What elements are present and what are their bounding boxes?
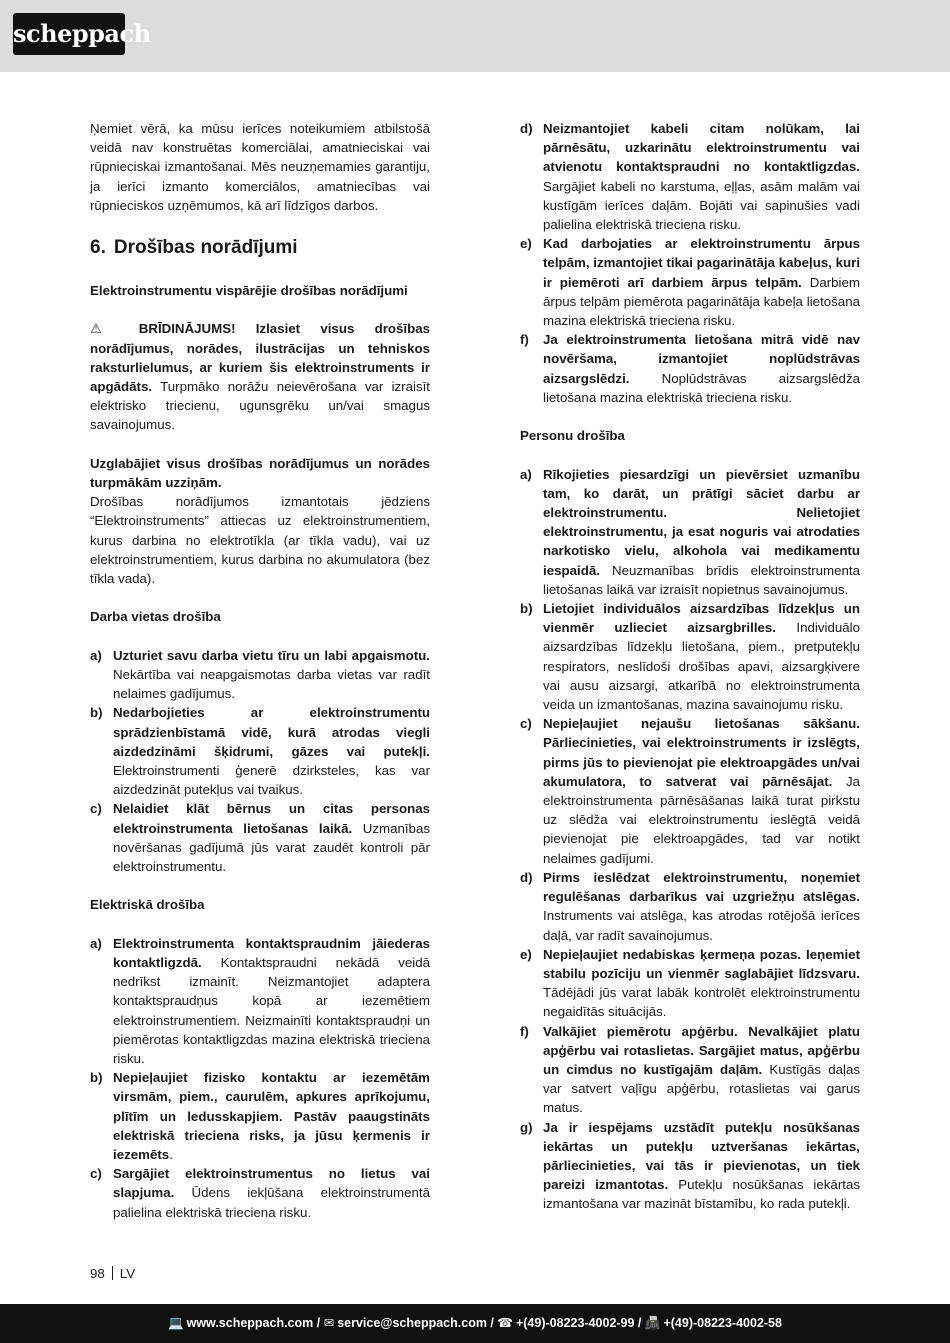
list-item	[520, 330, 860, 407]
work-area-heading: Darba vietas drošība	[90, 609, 221, 625]
list-letter: f)	[520, 332, 529, 348]
list-item-bold: Kad darbojaties ar elektroinstrumentu ārpus telpām, izmantojiet tikai pagarinātāja kabeļus, kuri ir piemēroti arī darbiem ārpus telpām.	[543, 236, 861, 290]
list-item	[520, 945, 860, 1022]
list-letter: a)	[90, 647, 102, 663]
keep-instructions-text: Drošības norādījumos izmantotais jēdziens “Elektroinstruments” attiecas uz elektroinstrumentiem, kurus darbina no elektrotīkla (ar tīkla vadu), vai uz elektroinstrumentiem, kurus darbina no akumulatora (bez tīkla vada).	[90, 494, 430, 587]
list-item-bold: Elektroinstrumenta kontaktspraudnim jāiederas kontaktligzdā.	[113, 935, 430, 971]
list-item-text: Elektroinstrumenti ģenerē dzirksteles, kas var aizdedzināt putekļus vai tvaikus.	[113, 763, 430, 798]
list-item-bold: Nepieļaujiet nedabiskas ķermeņa pozas. Ieņemiet stabilu pozīciju un vienmēr saglabājiet līdzsvaru.	[543, 946, 860, 981]
list-letter: c)	[90, 1166, 102, 1182]
list-item-text: .	[169, 1147, 173, 1163]
page-footer	[90, 1264, 135, 1283]
list-item-bold: Pirms ieslēdzat elektroinstrumentu, noņemiet regulēšanas darbarīkus vai uzgriežņu atslēgas.	[543, 869, 860, 905]
list-letter: b)	[90, 1070, 103, 1086]
email-link[interactable]: service@scheppach.com /	[337, 1316, 494, 1330]
intro-paragraph: Ņemiet vērā, ka mūsu ierīces noteikumiem atbilstošā veidā nav konstruētas komerciālai, amatnieciskai vai rūpnieciskai izmantošanai. Mēs neuzņemamies garantiju, ja ierīci izmanto komerciālos, amatniecības vai rūpnieciskos uzņēmumos, kā arī līdzīgos darbos.	[90, 121, 430, 213]
section-number: 6.	[90, 237, 106, 259]
language-code: LV	[119, 1266, 136, 1281]
list-item-text: Noplūdstrāvas aizsargslēdža lietošana mazina elektriskā trieciena risku.	[543, 370, 860, 405]
list-item-bold: Rīkojieties piesardzīgi un pievērsiet uzmanību tam, ko darāt, un prātīgi sāciet darbu ar elektroinstrumentu. Nelietojiet elektroinstrumentu, ja esat noguris vai atrodaties narkotisko vielu, alkohola vai medikamentu iespaidā.	[543, 466, 860, 578]
scheppach-logo: scheppach	[13, 13, 125, 55]
list-letter: b)	[520, 601, 533, 617]
electrical-safety-list	[90, 934, 430, 1222]
electrical-safety-heading: Elektriskā drošība	[90, 897, 205, 913]
list-letter: c)	[90, 801, 102, 817]
list-letter: d)	[520, 121, 533, 136]
phone-icon: ☎	[497, 1316, 513, 1330]
list-item-bold: Ja elektroinstrumenta lietošana mitrā vidē nav novēršama, izmantojiet noplūdstrāvas aizsargslēdzi.	[543, 332, 860, 386]
list-item-text: Kustīgās daļas var satvert vaļīgu apģērbu, rotaslietas vai garus matus.	[543, 1061, 860, 1116]
list-item-text: Darbiem ārpus telpām piemērota pagarinātāja kabeļa lietošana mazina elektriskā trieciena risku.	[543, 274, 860, 329]
list-item	[520, 119, 860, 234]
list-item-bold: Nepieļaujiet nejaušu lietošanas sākšanu. Pārliecinieties, vai elektroinstruments ir izslēgts, pirms jūs to pievienojat pie elektroapgādes un/vai akumulatora, to satverat vai pārnēsājat.	[543, 716, 860, 789]
list-item-text: Putekļu nosūkšanas iekārtas izmantošana var mazināt bīstamību, ko rada putekļi.	[543, 1177, 860, 1212]
list-item-text: Tādējādi jūs varat labāk kontrolēt elektroinstrumentu negaidītās situācijās.	[543, 985, 860, 1020]
list-item-bold: Uzturiet savu darba vietu tīru un labi apgaismotu.	[113, 647, 430, 663]
list-letter: b)	[90, 705, 103, 721]
left-column	[90, 119, 430, 1222]
list-letter: d)	[520, 869, 533, 885]
list-item	[90, 934, 430, 1068]
list-item-text: Uzmanības novēršanas gadījumā jūs varat zaudēt kontroli pār elektroinstrumentu.	[113, 820, 430, 875]
warning-bold: BRĪDINĀJUMS! Izlasiet visus drošības norādījumus, norādes, ilustrācijas un tehniskos raksturlielumus, ar kuriem šis elektroinstruments ir apgādāts.	[90, 321, 431, 395]
header-bar	[0, 0, 950, 72]
contact-bar	[0, 1304, 950, 1343]
mail-icon: ✉	[323, 1316, 335, 1330]
general-safety-heading: Elektroinstrumentu vispārējie drošības norādījumi	[90, 283, 408, 299]
list-letter: a)	[90, 935, 102, 951]
list-item-text: Individuālo aizsardzības līdzekļu lietošana, piem., pretputekļu respirators, neslīdoši drošības apavi, aizsargķivere vai ausu aizsargi, atkarībā no elektroinstrumenta veida un izmantošanas, mazina savainojumu risku.	[543, 620, 860, 713]
electrical-safety-list-continued	[520, 119, 860, 407]
personal-safety-heading: Personu drošība	[520, 428, 625, 444]
list-item-text: Sargājiet kabeli no karstuma, eļļas, asām malām vai kustīgām ierīces daļām. Bojāti vai sapinušies vadi palielina elektriskā trieciena risku.	[543, 178, 860, 233]
list-item-bold: Nelaidiet klāt bērnus un citas personas elektroinstrumenta lietošanas laikā.	[113, 801, 430, 836]
list-item-text: Nekārtība vai neapgaismotas darba vietas var radīt nelaimes gadījumus.	[113, 667, 430, 702]
list-item-text: Ja elektroinstrumenta pārnēsāšanas laikā turat pirkstu uz slēdža vai elektroinstrumentu ieslēgtā veidā pievienojat pie elektroapgādes, tad var notikt nelaimes gadījumi.	[543, 773, 860, 866]
list-item	[520, 868, 860, 945]
fax-icon: 📠	[644, 1316, 661, 1330]
warning-paragraph	[90, 319, 430, 434]
right-column	[520, 119, 860, 1214]
list-item	[90, 646, 430, 704]
list-letter: e)	[520, 236, 532, 252]
phone-number: +(49)-08223-4002-99 /	[515, 1316, 642, 1330]
list-item	[520, 1118, 860, 1214]
computer-icon: 💻	[168, 1316, 184, 1330]
page-number: 98	[90, 1266, 105, 1281]
list-item-text: Neuzmanības brīdis elektroinstrumenta lietošanas laikā var izraisīt nopietnus savainojumus.	[543, 562, 860, 597]
warning-icon: ⚠	[90, 321, 119, 337]
list-item-bold: Lietojiet individuālos aizsardzības līdzekļus un vienmēr uzlieciet aizsargbrilles.	[543, 601, 860, 636]
list-letter: c)	[520, 716, 532, 732]
list-item-text: Ūdens iekļūšana elektroinstrumentā palielina elektriskā trieciena risku.	[113, 1185, 430, 1220]
list-item	[520, 1022, 860, 1118]
list-item	[520, 465, 860, 599]
list-item-bold: Ja ir iespējams uzstādīt putekļu nosūkšanas iekārtas un putekļu uztveršanas iekārtas, pārliecinieties, vai tās ir pievienotas, un tiek pareizi izmantotas.	[543, 1119, 860, 1193]
list-item-text: Kontaktspraudni nekādā veidā nedrīkst izmainīt. Neizmantojiet adaptera kontaktspraudņus kopā ar iezemētiem elektroinstrumentiem. Neizmainīti kontaktspraudņi un piemērotas kontaktligzdas mazina elektriskā trieciena risku.	[113, 955, 430, 1067]
list-item	[520, 599, 860, 714]
list-letter: g)	[520, 1119, 533, 1135]
warning-text: Turpmāko norāžu neievērošana var izraisīt elektrisko triecienu, ugunsgrēku un/vai smagus savainojumus.	[90, 379, 430, 433]
personal-safety-list	[520, 465, 860, 1214]
list-item	[90, 703, 430, 799]
list-item	[90, 799, 430, 876]
list-item	[520, 714, 860, 868]
list-item-bold: Nedarbojieties ar elektroinstrumentu sprādzienbīstamā vidē, kurā atrodas viegli aizdedzināmi šķidrumi, gāzes vai putekļi.	[113, 705, 430, 759]
fax-number: +(49)-08223-4002-58	[663, 1316, 782, 1330]
footer-divider	[112, 1266, 113, 1280]
list-item-bold: Nepieļaujiet fizisko kontaktu ar iezemētām virsmām, piem., caurulēm, apkures aprīkojumu, plītīm un ledusskapjiem. Pastāv paaugstināts elektriskā trieciena risks, ja jūsu ķermenis ir iezemēts	[113, 1070, 430, 1163]
section-title: Drošības norādījumi	[113, 237, 298, 259]
list-item-bold: Sargājiet elektroinstrumentus no lietus vai slapjuma.	[113, 1166, 430, 1201]
list-item-bold: Neizmantojiet kabeli citam nolūkam, lai pārnēsātu, uzkarinātu elektroinstrumentu vai atvienotu kontaktspraudni no kontaktligzdas.	[543, 121, 860, 175]
list-item	[90, 1068, 430, 1164]
section-heading	[90, 236, 430, 260]
keep-instructions-heading: Uzglabājiet visus drošības norādījumus un norādes turpmākām uzziņām.	[90, 455, 430, 491]
list-item	[90, 1164, 430, 1222]
work-area-list	[90, 646, 430, 876]
list-item-bold: Valkājiet piemērotu apģērbu. Nevalkājiet platu apģērbu vai rotaslietas. Sargājiet matus, apģērbu un cimdus no kustīgajām daļām.	[543, 1023, 860, 1077]
website-link[interactable]: www.scheppach.com /	[186, 1316, 321, 1330]
list-letter: f)	[520, 1023, 529, 1039]
list-letter: a)	[520, 466, 532, 482]
list-item	[520, 234, 860, 330]
list-letter: e)	[520, 946, 532, 962]
list-item-text: Instruments vai atslēga, kas atrodas rotējošā ierīces daļā, var radīt savainojumus.	[543, 908, 860, 943]
